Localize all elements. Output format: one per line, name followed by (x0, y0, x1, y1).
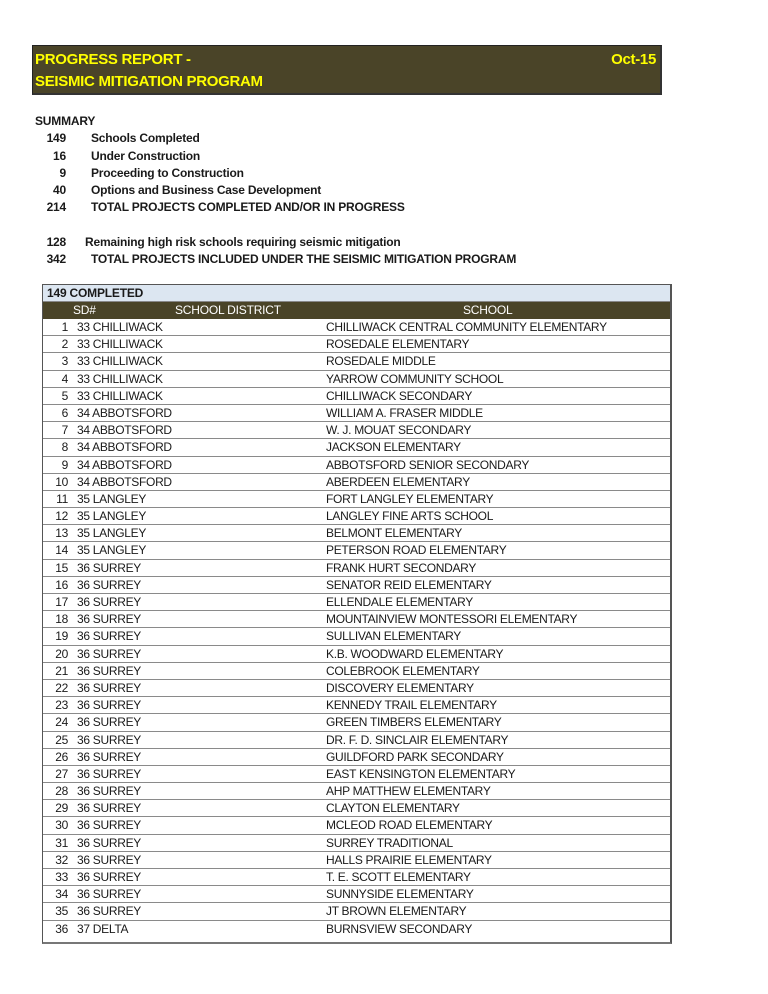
school-district-cell: 36 SURREY (77, 595, 141, 609)
summary-count: 16 (53, 148, 66, 163)
table-row (43, 852, 670, 869)
row-number: 27 (55, 766, 68, 781)
row-number: 29 (55, 801, 68, 816)
school-district-cell: 36 SURREY (77, 784, 141, 799)
column-header-sd: SD# (73, 303, 96, 317)
row-number: 1 (61, 320, 68, 334)
school-name-cell: CLAYTON ELEMENTARY (326, 801, 460, 816)
school-district-cell: 36 SURREY (77, 766, 141, 781)
school-district-cell: 35 LANGLEY (77, 526, 147, 541)
table-row (43, 388, 670, 405)
row-number: 5 (61, 388, 68, 403)
school-name-cell: AHP MATTHEW ELEMENTARY (326, 784, 491, 799)
school-name-cell: T. E. SCOTT ELEMENTARY (326, 870, 471, 884)
table-row (43, 422, 670, 439)
school-district-cell: 34 ABBOTSFORD (77, 440, 172, 455)
row-number: 36 (55, 921, 68, 936)
table-row (43, 525, 670, 542)
school-district-cell: 36 SURREY (77, 715, 141, 730)
table-row (43, 732, 670, 749)
table-row (43, 663, 670, 680)
row-number: 4 (61, 371, 68, 386)
row-number: 28 (55, 784, 68, 799)
school-district-cell: 36 SURREY (77, 904, 141, 919)
table-row (43, 783, 670, 800)
table-row (43, 491, 670, 508)
summary-label: Schools Completed (91, 131, 200, 145)
school-district-cell: 33 CHILLIWACK (77, 371, 163, 386)
school-name-cell: FORT LANGLEY ELEMENTARY (326, 491, 494, 506)
row-number: 33 (55, 870, 68, 884)
row-number: 21 (55, 663, 68, 678)
school-name-cell: PETERSON ROAD ELEMENTARY (326, 543, 507, 558)
table-row (43, 921, 670, 938)
table-body (43, 319, 670, 938)
school-name-cell: K.B. WOODWARD ELEMENTARY (326, 646, 504, 661)
school-district-cell: 36 SURREY (77, 629, 141, 644)
school-name-cell: ELLENDALE ELEMENTARY (326, 595, 473, 609)
row-number: 17 (55, 595, 68, 609)
summary-label: Options and Business Case Development (91, 183, 321, 197)
table-row (43, 457, 670, 474)
report-title-line2: SEISMIC MITIGATION PROGRAM (35, 73, 263, 90)
summary-label: Under Construction (91, 148, 201, 163)
row-number: 9 (61, 457, 68, 472)
table-row (43, 474, 670, 491)
row-number: 3 (61, 354, 68, 369)
school-district-cell: 36 SURREY (77, 663, 141, 678)
school-name-cell: MCLEOD ROAD ELEMENTARY (326, 818, 493, 833)
school-district-cell: 33 CHILLIWACK (77, 388, 163, 403)
column-header-school: SCHOOL (463, 303, 513, 317)
table-row (43, 577, 670, 594)
summary-count: 128 (46, 234, 66, 249)
summary-count: 9 (59, 165, 66, 180)
row-number: 31 (55, 835, 68, 850)
school-district-cell: 36 SURREY (77, 887, 141, 902)
row-number: 19 (55, 629, 68, 644)
school-name-cell: BURNSVIEW SECONDARY (326, 921, 473, 936)
summary-count: 149 (46, 131, 66, 145)
table-row (43, 680, 670, 697)
school-district-cell: 36 SURREY (77, 680, 141, 695)
summary-label: TOTAL PROJECTS INCLUDED UNDER THE SEISMIC MITIGATION PROGRAM (91, 252, 517, 266)
school-district-cell: 36 SURREY (77, 612, 141, 627)
table-row (43, 697, 670, 714)
row-number: 24 (55, 715, 68, 730)
school-name-cell: ROSEDALE ELEMENTARY (326, 337, 470, 352)
table-row (43, 714, 670, 731)
table-row (43, 835, 670, 852)
school-district-cell: 33 CHILLIWACK (77, 337, 163, 352)
summary-count: 40 (53, 183, 66, 197)
school-name-cell: GUILDFORD PARK SECONDARY (326, 749, 504, 764)
row-number: 20 (55, 646, 68, 661)
school-district-cell: 34 ABBOTSFORD (77, 474, 172, 489)
table-row (43, 646, 670, 663)
school-name-cell: ABERDEEN ELEMENTARY (326, 474, 470, 489)
school-district-cell: 34 ABBOTSFORD (77, 423, 172, 438)
school-name-cell: MOUNTAINVIEW MONTESSORI ELEMENTARY (326, 612, 578, 627)
school-name-cell: SULLIVAN ELEMENTARY (326, 629, 462, 644)
school-name-cell: YARROW COMMUNITY SCHOOL (326, 371, 504, 386)
school-name-cell: W. J. MOUAT SECONDARY (326, 423, 472, 438)
school-name-cell: COLEBROOK ELEMENTARY (326, 663, 480, 678)
school-district-cell: 36 SURREY (77, 835, 141, 850)
row-number: 18 (55, 612, 68, 627)
row-number: 7 (61, 423, 68, 438)
row-number: 34 (55, 887, 68, 902)
summary-label: Remaining high risk schools requiring seismic mitigation (85, 234, 401, 249)
row-number: 11 (56, 491, 68, 506)
school-name-cell: KENNEDY TRAIL ELEMENTARY (326, 698, 497, 713)
table-row (43, 508, 670, 525)
table-header-row (43, 302, 670, 319)
completed-schools-table (42, 284, 672, 944)
row-number: 10 (55, 474, 68, 489)
school-name-cell: HALLS PRAIRIE ELEMENTARY (326, 852, 492, 867)
table-row (43, 749, 670, 766)
row-number: 15 (55, 560, 68, 575)
school-name-cell: DISCOVERY ELEMENTARY (326, 680, 474, 695)
row-number: 23 (55, 698, 68, 713)
school-district-cell: 36 SURREY (77, 749, 141, 764)
report-date: Oct-15 (611, 51, 656, 68)
table-row (43, 336, 670, 353)
table-row (43, 869, 670, 886)
school-district-cell: 33 CHILLIWACK (77, 354, 163, 369)
school-district-cell: 35 LANGLEY (77, 509, 147, 524)
school-name-cell: CHILLIWACK CENTRAL COMMUNITY ELEMENTARY (326, 320, 607, 334)
table-row (43, 371, 670, 388)
school-district-cell: 36 SURREY (77, 852, 141, 867)
school-district-cell: 33 CHILLIWACK (77, 320, 163, 334)
school-district-cell: 35 LANGLEY (77, 543, 147, 558)
school-name-cell: JT BROWN ELEMENTARY (326, 904, 467, 919)
table-row (43, 594, 670, 611)
school-district-cell: 36 SURREY (77, 732, 141, 747)
column-header-district: SCHOOL DISTRICT (175, 303, 281, 317)
school-name-cell: SURREY TRADITIONAL (326, 835, 453, 850)
school-district-cell: 36 SURREY (77, 818, 141, 833)
table-row (43, 542, 670, 559)
row-number: 14 (55, 543, 68, 558)
row-number: 6 (61, 405, 68, 420)
table-row (43, 405, 670, 422)
summary-label: Proceeding to Construction (91, 165, 244, 180)
row-number: 22 (55, 680, 68, 695)
school-name-cell: EAST KENSINGTON ELEMENTARY (326, 766, 516, 781)
school-district-cell: 34 ABBOTSFORD (77, 405, 172, 420)
school-name-cell: CHILLIWACK SECONDARY (326, 388, 473, 403)
row-number: 13 (55, 526, 68, 541)
summary-count: 342 (46, 252, 66, 266)
summary-count: 214 (46, 200, 66, 214)
table-row (43, 886, 670, 903)
table-row (43, 903, 670, 920)
row-number: 25 (55, 732, 68, 747)
school-name-cell: DR. F. D. SINCLAIR ELEMENTARY (326, 732, 509, 747)
table-row (43, 817, 670, 834)
school-name-cell: WILLIAM A. FRASER MIDDLE (326, 405, 483, 420)
school-name-cell: ABBOTSFORD SENIOR SECONDARY (326, 457, 530, 472)
table-row (43, 353, 670, 370)
school-name-cell: FRANK HURT SECONDARY (326, 560, 477, 575)
summary-label: TOTAL PROJECTS COMPLETED AND/OR IN PROGRESS (91, 200, 405, 214)
table-group-label: 149 COMPLETED (43, 285, 670, 302)
row-number: 12 (55, 509, 68, 524)
school-name-cell: JACKSON ELEMENTARY (326, 440, 461, 455)
school-district-cell: 36 SURREY (77, 577, 141, 592)
school-district-cell: 35 LANGLEY (77, 491, 147, 506)
school-name-cell: LANGLEY FINE ARTS SCHOOL (326, 509, 494, 524)
school-name-cell: SUNNYSIDE ELEMENTARY (326, 887, 474, 902)
school-name-cell: SENATOR REID ELEMENTARY (326, 577, 492, 592)
table-row (43, 611, 670, 628)
school-district-cell: 36 SURREY (77, 646, 141, 661)
table-row (43, 628, 670, 645)
school-district-cell: 34 ABBOTSFORD (77, 457, 172, 472)
table-row (43, 319, 670, 336)
table-row (43, 800, 670, 817)
row-number: 16 (55, 577, 68, 592)
row-number: 32 (55, 852, 68, 867)
school-name-cell: GREEN TIMBERS ELEMENTARY (326, 715, 502, 730)
school-name-cell: ROSEDALE MIDDLE (326, 354, 436, 369)
summary-heading: SUMMARY (35, 114, 96, 128)
row-number: 8 (61, 440, 68, 455)
school-district-cell: 36 SURREY (77, 870, 141, 884)
report-title-banner (32, 45, 662, 95)
report-title-line1: PROGRESS REPORT - (35, 51, 191, 68)
row-number: 2 (61, 337, 68, 352)
row-number: 30 (55, 818, 68, 833)
school-name-cell: BELMONT ELEMENTARY (326, 526, 462, 541)
table-row (43, 766, 670, 783)
school-district-cell: 36 SURREY (77, 698, 141, 713)
school-district-cell: 36 SURREY (77, 560, 141, 575)
row-number: 26 (55, 749, 68, 764)
row-number: 35 (55, 904, 68, 919)
school-district-cell: 37 DELTA (77, 921, 129, 936)
table-row (43, 439, 670, 456)
table-row (43, 560, 670, 577)
school-district-cell: 36 SURREY (77, 801, 141, 816)
